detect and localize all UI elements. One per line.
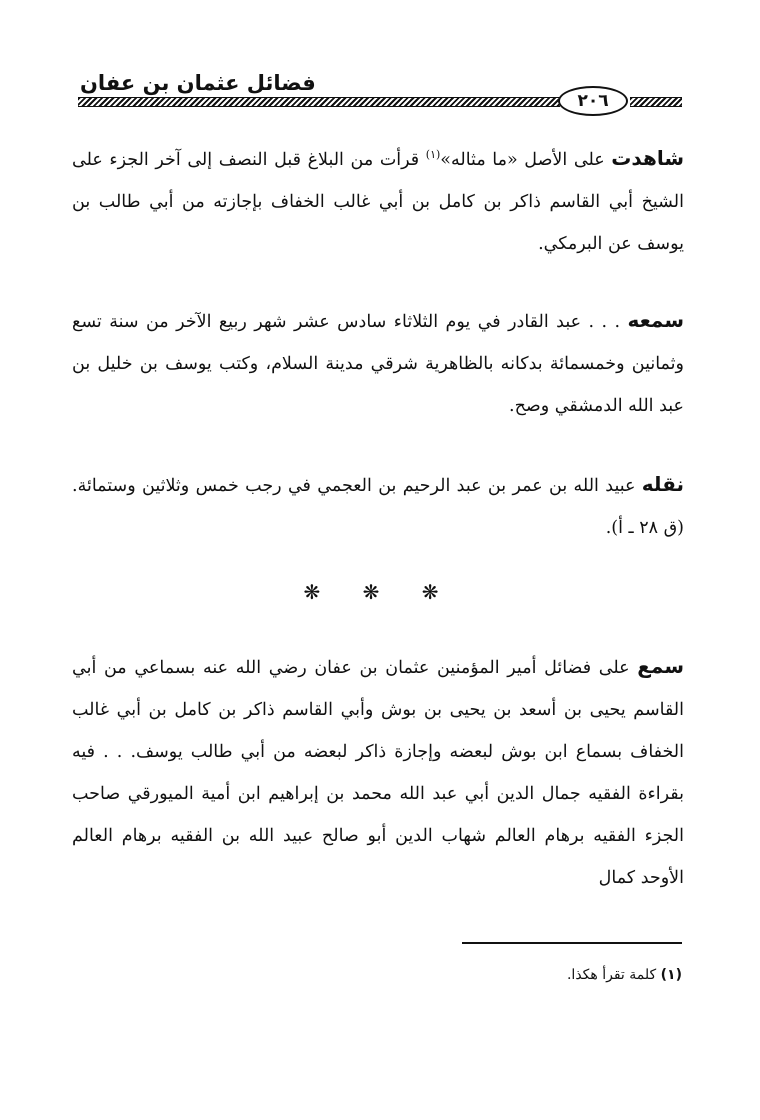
footnote [380,963,682,987]
running-header-title: فضائل عثمان بن عفان [80,71,316,95]
paragraph-text: . . . عبد القادر في يوم الثلاثاء سادس عشر شهر ربيع الآخر من سنة تسع وثمانين وخمسمائة بدكانه بالظاهرية شرقي مدينة السلام، وكتب يوسف بن خليل بن عبد الله الدمشقي وصح. [72,312,684,416]
footnote-number: (١) [660,967,682,983]
paragraph-text: على فضائل أمير المؤمنين عثمان بن عفان رضي الله عنه بسماعي من أبي القاسم يحيى بن أسعد بن يحيى بن بوش وأبي القاسم ذاكر بن كامل بن أبي غالب الخفاف بسماع ابن بوش لبعضه وإجازة ذاكر لبعضه من أبي طالب يوسف. . . فيه بقراءة الفقيه جمال الدين أبي عبد الله محمد بن إبراهيم ابن أمية الميورقي صاحب الجزء الفقيه برهام العالم شهاب الدين أبو صالح عبيد الله بن الفقيه برهام العالم الأوحد كمال [72,658,684,888]
paragraph-text: عبيد الله بن عمر بن عبد الرحيم بن العجمي في رجب خمس وثلاثين وستمائة. (ق ٢٨ ـ أ). [72,476,684,538]
paragraph-lead-word: نقله [641,472,684,496]
paragraph-lead-word: شاهدت [611,145,684,170]
footnote-divider [462,942,682,944]
paragraph-text: قرأت من البلاغ قبل النصف إلى آخر الجزء على الشيخ أبي القاسم ذاكر بن كامل بن أبي غالب الخفاف بإجازته من أبي طالب بن يوسف عن البرمكي. [72,149,684,254]
paragraph-shahadat [72,134,684,265]
paragraph-text: على الأصل «ما مثاله» [440,149,612,170]
header-ornament-right [630,97,682,107]
paragraph-lead-word: سمع [637,654,684,678]
footnote-text: كلمة تقرأ هكذا. [566,967,661,983]
paragraph-lead-word: سمعه [627,308,684,332]
paragraph-samiahu [72,299,684,427]
section-separator: ❋ ❋ ❋ [303,580,457,604]
paragraph-naqalahu [72,463,684,549]
paragraph-samia [72,645,684,899]
header-ornament-left [78,97,560,107]
page-number: ٢٠٦ [558,86,628,116]
footnote-reference: (١) [425,148,441,161]
